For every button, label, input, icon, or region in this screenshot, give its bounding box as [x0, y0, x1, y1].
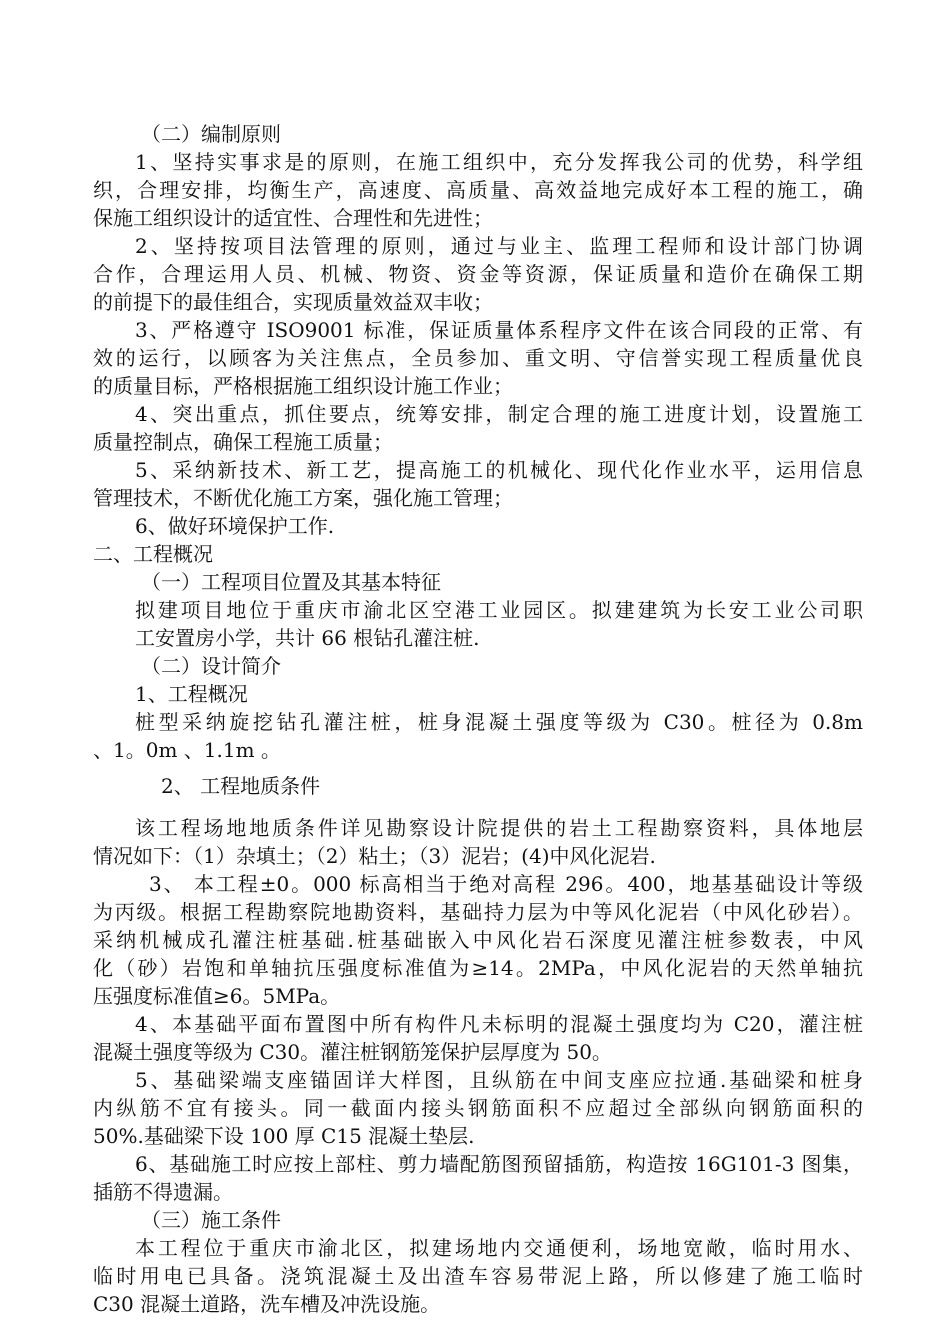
- text-line: （二）设计简介: [141, 654, 281, 678]
- text-line: 插筋不得遗漏。: [93, 1180, 233, 1204]
- text-line: 本工程位于重庆市渝北区，拟建场地内交通便利，场地宽敞，临时用水、: [135, 1236, 863, 1260]
- text-line: 合作，合理运用人员、机械、物资、资金等资源，保证质量和造价在确保工期: [93, 262, 863, 286]
- text-line: 工安置房小学，共计 66 根钻孔灌注桩.: [135, 626, 480, 650]
- text-line: 50%.基础梁下设 100 厚 C15 混凝土垫层.: [93, 1124, 475, 1148]
- text-line: 6、基础施工时应按上部柱、剪力墙配筋图预留插筋，构造按 16G101-3 图集，: [135, 1152, 863, 1176]
- text-line: 织，合理安排，均衡生产，高速度、高质量、高效益地完成好本工程的施工，确: [93, 178, 863, 202]
- text-line: 压强度标准值≥6。5MPa。: [93, 984, 341, 1008]
- text-line: 3、严格遵守 ISO9001 标准，保证质量体系程序文件在该合同段的正常、有: [135, 318, 863, 342]
- text-line: 6、做好环境保护工作.: [135, 514, 335, 538]
- text-line: 临时用电已具备。浇筑混凝土及出渣车容易带泥上路，所以修建了施工临时: [93, 1264, 863, 1288]
- text-line: 3、 本工程±0。000 标高相当于绝对高程 296。400，地基基础设计等级: [149, 872, 863, 896]
- text-line: 4、本基础平面布置图中所有构件凡未标明的混凝土强度均为 C20，灌注桩: [135, 1012, 863, 1036]
- text-line: 该工程场地地质条件详见勘察设计院提供的岩土工程勘察资料，具体地层: [135, 816, 863, 840]
- text-line: 拟建项目地位于重庆市渝北区空港工业园区。拟建建筑为长安工业公司职: [135, 598, 863, 622]
- text-line: 化（砂）岩饱和单轴抗压强度标准值为≥14。2MPa，中风化泥岩的天然单轴抗: [93, 956, 863, 980]
- text-line: 混凝土强度等级为 C30。灌注桩钢筋笼保护层厚度为 50。: [93, 1040, 612, 1064]
- text-line: 内纵筋不宜有接头。同一截面内接头钢筋面积不应超过全部纵向钢筋面积的: [93, 1096, 863, 1120]
- text-line: 1、坚持实事求是的原则，在施工组织中，充分发挥我公司的优势，科学组: [135, 150, 863, 174]
- text-line: 5、采纳新技术、新工艺，提高施工的机械化、现代化作业水平，运用信息: [135, 458, 863, 482]
- text-line: 1、工程概况: [135, 682, 248, 706]
- text-line: 情况如下：（1）杂填土；（2）粘土；（3）泥岩；(4)中风化泥岩.: [93, 844, 656, 868]
- text-line: 桩型采纳旋挖钻孔灌注桩，桩身混凝土强度等级为 C30。桩径为 0.8m: [135, 710, 863, 734]
- text-line: （一）工程项目位置及其基本特征: [141, 570, 441, 594]
- text-line: 采纳机械成孔灌注桩基础.桩基础嵌入中风化岩石深度见灌注桩参数表，中风: [93, 928, 863, 952]
- text-line: 的质量目标，严格根据施工组织设计施工作业；: [93, 374, 513, 398]
- text-line: 管理技术，不断优化施工方案，强化施工管理；: [93, 486, 513, 510]
- text-line: （二）编制原则: [141, 122, 281, 146]
- text-line: 效的运行，以顾客为关注焦点，全员参加、重文明、守信誉实现工程质量优良: [93, 346, 863, 370]
- text-line: 5、基础梁端支座锚固详大样图，且纵筋在中间支座应拉通.基础梁和桩身: [135, 1068, 863, 1092]
- text-line: 保施工组织设计的适宜性、合理性和先进性；: [93, 206, 493, 230]
- text-line: 2、 工程地质条件: [161, 774, 321, 798]
- text-line: 为丙级。根据工程勘察院地勘资料，基础持力层为中等风化泥岩（中风化砂岩）。: [93, 900, 863, 924]
- text-line: 二、工程概况: [93, 542, 213, 566]
- text-line: C30 混凝土道路，洗车槽及冲洗设施。: [93, 1292, 441, 1316]
- text-line: 、1。0m 、1.1m 。: [93, 738, 281, 762]
- text-line: 4、突出重点，抓住要点，统筹安排，制定合理的施工进度计划，设置施工: [135, 402, 863, 426]
- text-line: （三）施工条件: [141, 1208, 281, 1232]
- text-line: 质量控制点，确保工程施工质量；: [93, 430, 393, 454]
- text-line: 2、坚持按项目法管理的原则，通过与业主、监理工程师和设计部门协调: [135, 234, 863, 258]
- text-line: 的前提下的最佳组合，实现质量效益双丰收；: [93, 290, 493, 314]
